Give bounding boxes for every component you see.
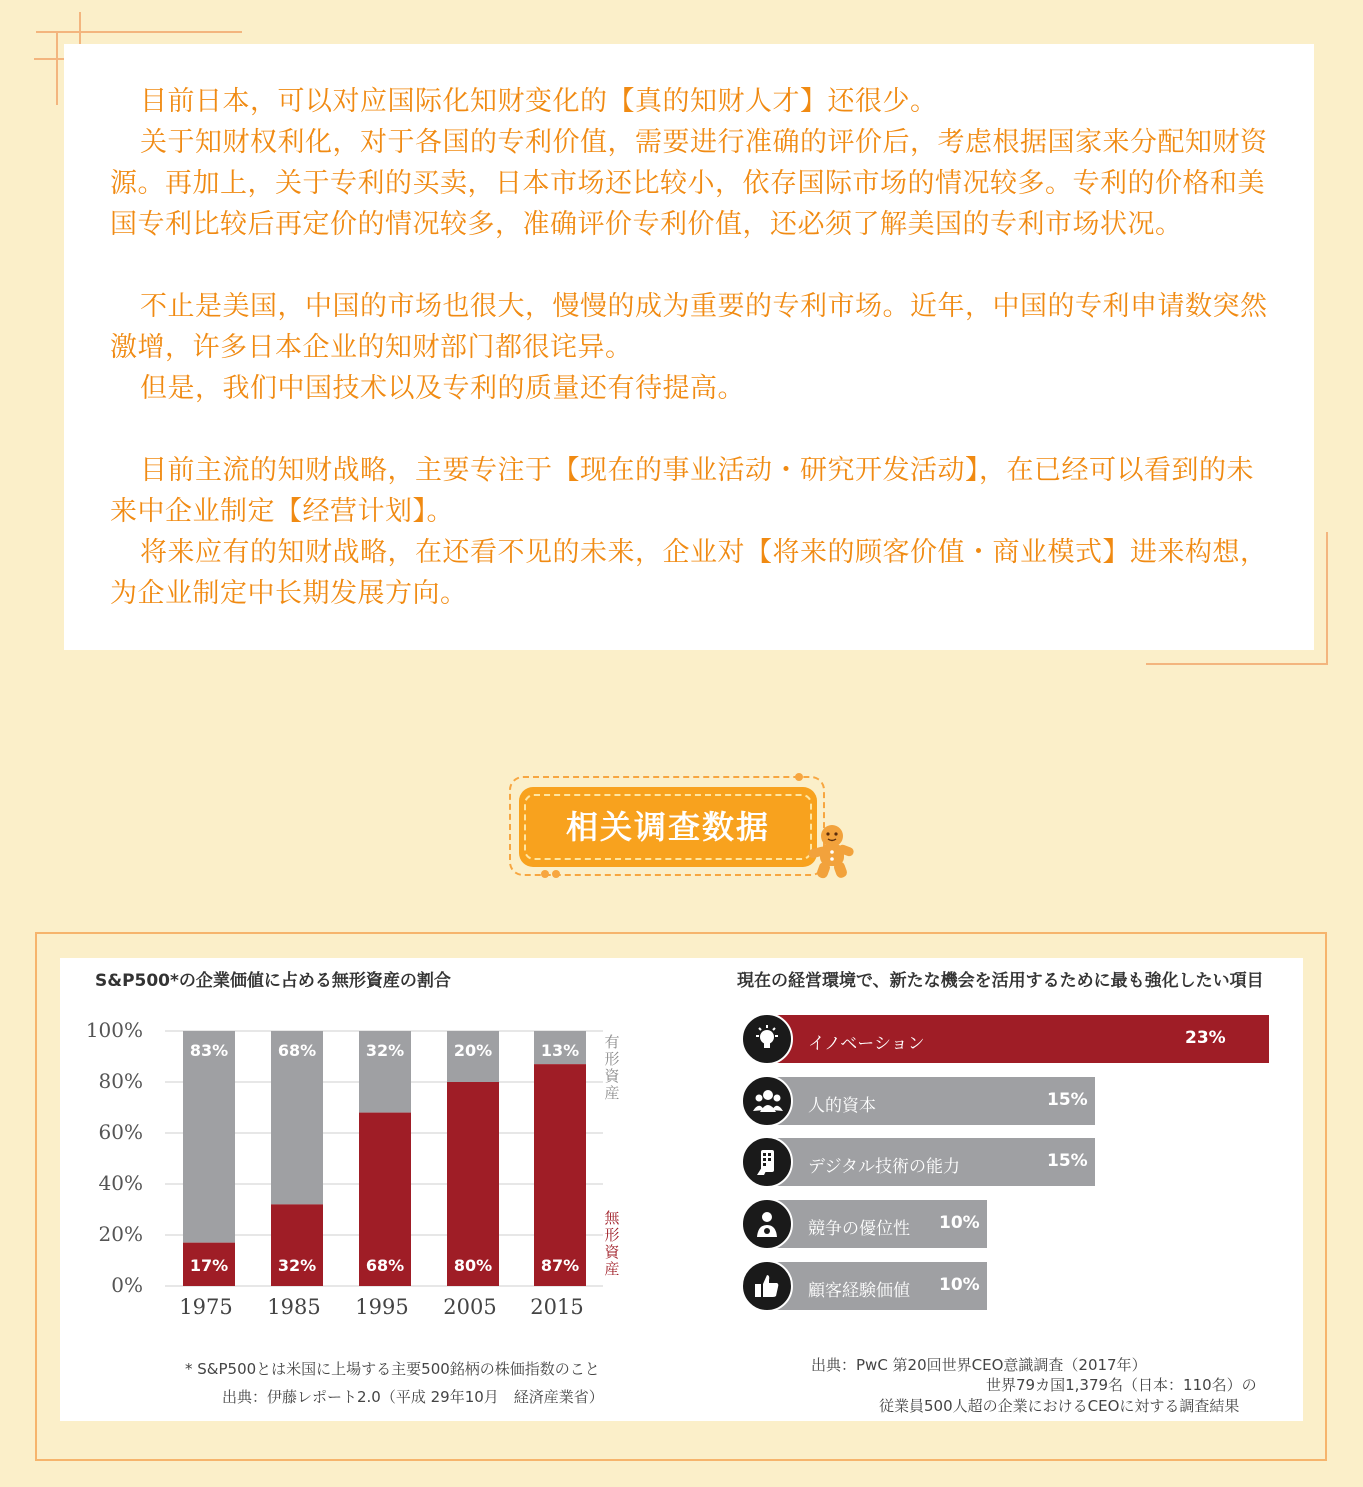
thumbs-up-icon	[741, 1260, 793, 1312]
right-chart-title: 現在の経営環境で、新たな機会を活用するために最も強化したい項目	[737, 971, 1264, 991]
x-tick-label: 2005	[443, 1295, 497, 1319]
left-chart	[60, 958, 660, 1298]
paragraph-6: 将来应有的知财战略，在还看不见的未来，企业对【将来的顾客价值・商业模式】进来构想，为企业制定中长期发展方向。	[110, 537, 1268, 609]
heading-dot	[552, 870, 560, 878]
paragraph-4: 但是，我们中国技术以及专利的质量还有待提高。	[140, 373, 745, 404]
bar-label-intangible: 80%	[453, 1256, 493, 1275]
y-tick-label: 40%	[98, 1171, 143, 1195]
bar-label-tangible: 83%	[189, 1041, 229, 1060]
hbar-value: 15%	[1047, 1090, 1088, 1110]
hbar-label: デジタル技術の能力	[808, 1157, 960, 1177]
x-tick-label: 2015	[530, 1295, 584, 1319]
text-card	[64, 44, 1314, 650]
paragraph-2: 关于知财权利化，对于各国的专利价值，需要进行准确的评价后，考虑根据国家来分配知财资源。再加上，关于专利的买卖，日本市场还比较小，依存国际市场的情况较多。专利的价格和美国专利比较后再定价的情况较多，准确评价专利价值，还必须了解美国的专利市场状况。	[110, 127, 1268, 240]
bar-label-intangible: 68%	[365, 1256, 405, 1275]
bar-label-intangible: 32%	[277, 1256, 317, 1275]
x-tick-label: 1985	[267, 1295, 321, 1319]
legend-label: 無形資産	[604, 1209, 620, 1278]
hbar-label: 人的資本	[808, 1096, 876, 1116]
left-chart-title: S&P500*の企業価値に占める無形資産の割合	[95, 971, 451, 991]
hbar-label: イノベーション	[808, 1034, 925, 1054]
heading-dot	[541, 870, 549, 878]
bar-label-tangible: 20%	[453, 1041, 493, 1060]
hbar-value: 23%	[1185, 1028, 1226, 1048]
hbar-label: 競争の優位性	[808, 1219, 910, 1239]
paragraph-3: 不止是美国，中国的市场也很大，慢慢的成为重要的专利市场。近年，中国的专利申请数突然激增，许多日本企业的知财部门都很诧异。	[110, 291, 1268, 363]
x-tick-label: 1975	[179, 1295, 233, 1319]
right-chart-source-3: 従業員500人超の企業におけるCEOに対する調査結果	[879, 1397, 1240, 1415]
bar-tangible-1975	[183, 1031, 235, 1243]
left-chart-note: * S&P500とは米国に上場する主要500銘柄の株価指数のこと	[185, 1360, 600, 1378]
y-tick-label: 100%	[85, 1018, 143, 1042]
corner-line-bottom	[1146, 663, 1328, 665]
smartphone-icon	[741, 1136, 793, 1188]
gingerbread-icon	[804, 822, 856, 880]
y-tick-label: 60%	[98, 1120, 143, 1144]
hbar-label: 顧客経験価値	[808, 1281, 910, 1301]
corner-line-left2	[56, 33, 58, 105]
hbar-value: 10%	[939, 1275, 980, 1295]
y-tick-label: 0%	[111, 1273, 143, 1297]
x-tick-label: 1995	[355, 1295, 409, 1319]
heading-dot	[795, 773, 803, 781]
y-tick-label: 20%	[98, 1222, 143, 1246]
people-icon	[741, 1075, 793, 1127]
paragraph-1: 目前日本，可以对应国际化知财变化的【真的知财人才】还很少。	[140, 86, 938, 117]
hbar-value: 10%	[939, 1213, 980, 1233]
bar-label-tangible: 68%	[277, 1041, 317, 1060]
bar-label-intangible: 87%	[540, 1256, 580, 1275]
y-tick-label: 80%	[98, 1069, 143, 1093]
bar-label-tangible: 32%	[365, 1041, 405, 1060]
section-heading: 相关调查数据	[565, 808, 770, 846]
bar-label-intangible: 17%	[189, 1256, 229, 1275]
paragraph-5: 目前主流的知财战略，主要专注于【现在的事业活动・研究开发活动】，在已经可以看到的未来中企业制定【经营计划】。	[110, 455, 1254, 527]
right-chart-source-1: 出典：PwC 第20回世界CEO意識調査（2017年）	[811, 1356, 1147, 1374]
medal-icon	[741, 1198, 793, 1250]
corner-line-right	[1326, 532, 1328, 664]
legend-label: 有形資産	[604, 1033, 620, 1102]
lightbulb-icon	[741, 1013, 793, 1065]
corner-line-top	[36, 31, 242, 33]
left-chart-source: 出典：伊藤レポート2.0（平成 29年10月 経済産業省）	[222, 1388, 604, 1406]
bar-label-tangible: 13%	[540, 1041, 580, 1060]
hbar-value: 15%	[1047, 1151, 1088, 1171]
right-chart-source-2: 世界79カ国1,379名（日本：110名）の	[986, 1376, 1257, 1394]
bar-intangible-2015	[534, 1064, 586, 1286]
